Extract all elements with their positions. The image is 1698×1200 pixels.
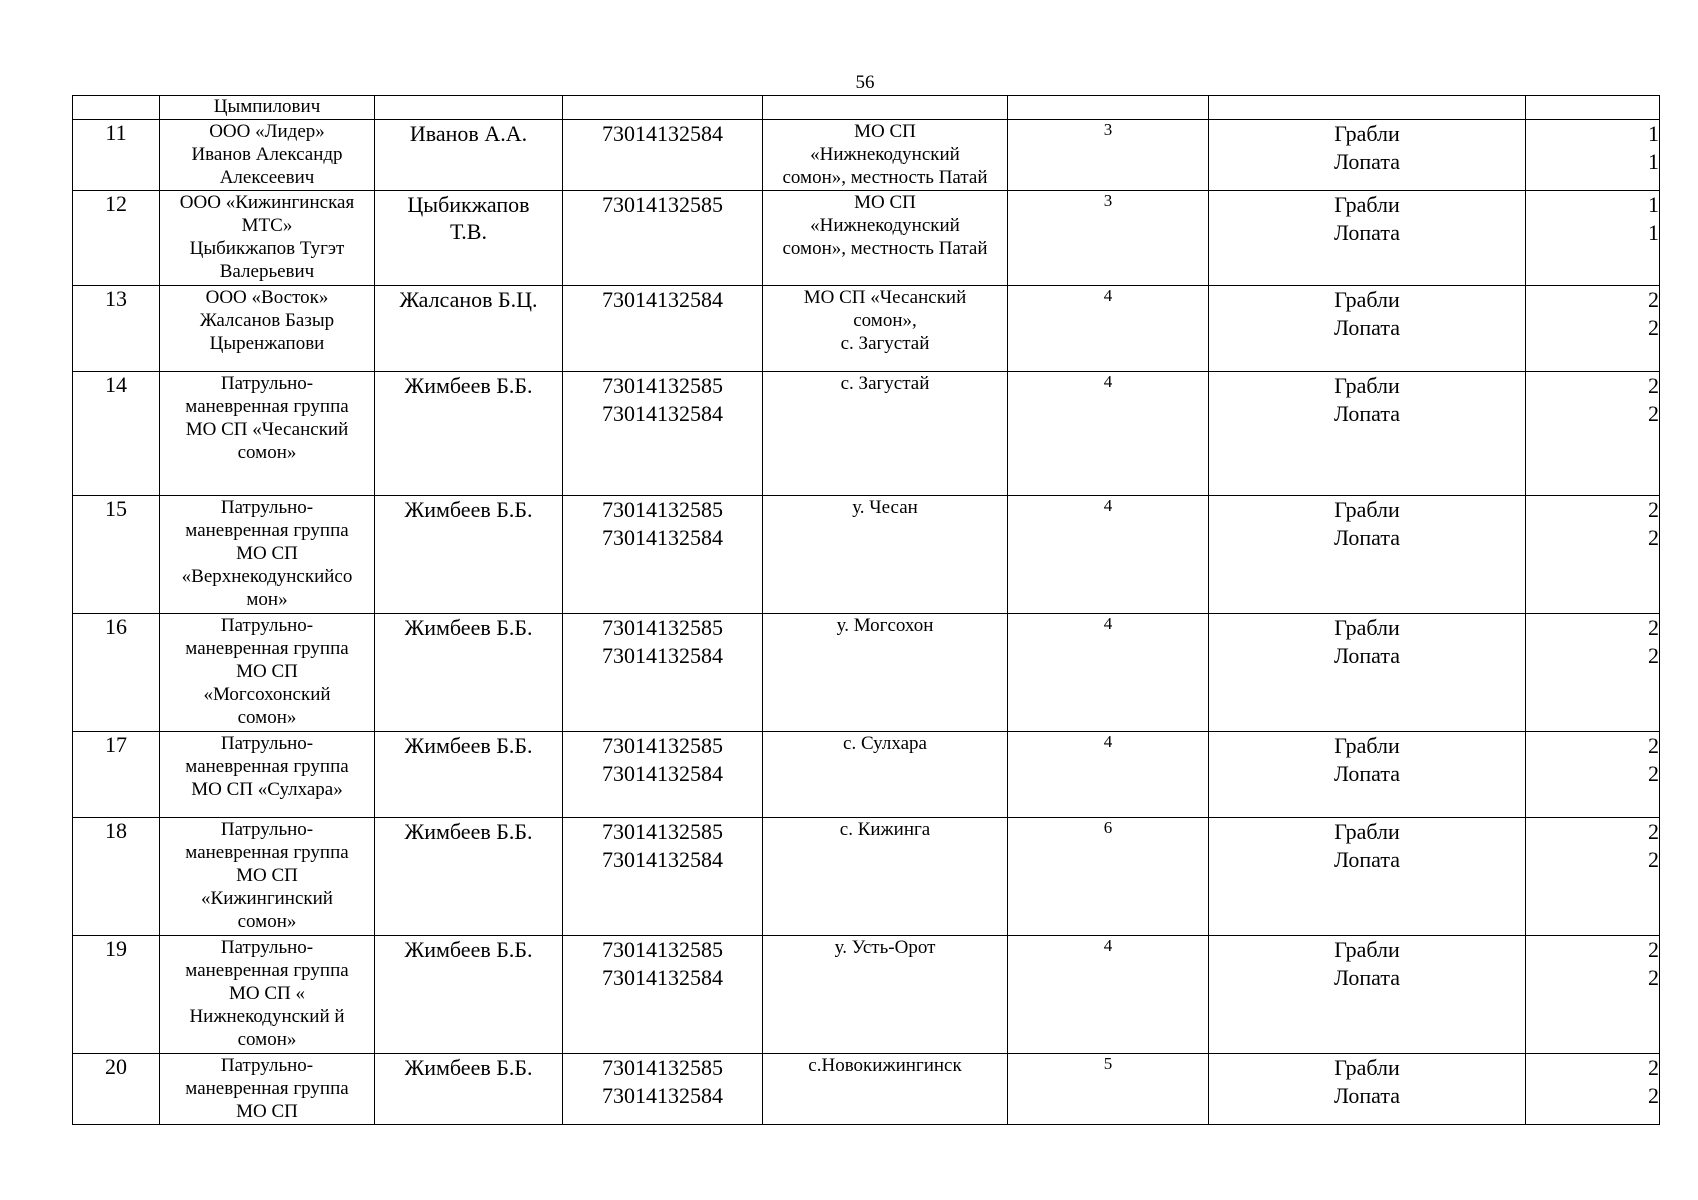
phone-cell xyxy=(563,120,763,191)
tool-name: Лопата xyxy=(1334,220,1400,245)
location-cell xyxy=(763,496,1008,614)
organization-line: Патрульно- xyxy=(220,1055,314,1076)
organization-cell xyxy=(160,286,375,372)
organization-line: «Кижингинский xyxy=(201,888,333,909)
organization-line: Алексеевич xyxy=(219,167,315,188)
organization-cell xyxy=(160,936,375,1054)
tool-quantity: 2 xyxy=(1648,615,1659,640)
phone-cell xyxy=(563,496,763,614)
location-line: у. Чесан xyxy=(852,497,918,518)
tool-name: Грабли xyxy=(1334,373,1400,398)
organization-line: Патрульно- xyxy=(220,733,314,754)
tool-quantity: 2 xyxy=(1648,937,1659,962)
continuation-row xyxy=(73,96,1660,120)
phone-cell xyxy=(563,936,763,1054)
phone-number: 73014132584 xyxy=(602,121,723,146)
organization-line: МО СП xyxy=(236,865,298,886)
quantity-cell xyxy=(1526,286,1660,372)
location-line: «Нижнекодунский xyxy=(810,215,960,236)
quantity-cell xyxy=(1526,936,1660,1054)
organization-line: МО СП « xyxy=(228,983,305,1004)
people-count-cell: 4 xyxy=(1008,286,1209,372)
location-cell xyxy=(763,120,1008,191)
row-number-cell: 16 xyxy=(73,614,160,732)
quantity-cell xyxy=(1526,732,1660,818)
location-line: сомон», xyxy=(853,310,917,331)
tool-name: Лопата xyxy=(1334,643,1400,668)
location-line: с. Сулхара xyxy=(843,733,927,754)
tool-name: Грабли xyxy=(1334,819,1400,844)
phone-number: 73014132585 xyxy=(602,615,723,640)
responsible-person-line: Иванов А.А. xyxy=(409,121,528,146)
tool-name: Лопата xyxy=(1334,149,1400,174)
organization-line: Иванов Александр xyxy=(191,144,343,165)
tools-cell xyxy=(1209,496,1526,614)
quantity-cell xyxy=(1526,1054,1660,1125)
organization-line: МО СП «Чесанский xyxy=(185,419,349,440)
table-row xyxy=(73,496,1660,614)
tool-quantity: 2 xyxy=(1648,287,1659,312)
table-row xyxy=(73,614,1660,732)
tools-cell xyxy=(1209,818,1526,936)
phone-number: 73014132585 xyxy=(602,373,723,398)
organization-line: Жалсанов Базыр xyxy=(199,310,335,331)
organization-line: маневренная группа xyxy=(185,396,349,417)
organization-line: «Могсохонский xyxy=(203,684,331,705)
phone-number: 73014132584 xyxy=(602,643,723,668)
organization-line: МО СП «Сулхара» xyxy=(191,779,343,800)
people-count-cell: 4 xyxy=(1008,372,1209,496)
location-line: «Нижнекодунский xyxy=(810,144,960,165)
tool-name: Лопата xyxy=(1334,401,1400,426)
tool-name: Лопата xyxy=(1334,525,1400,550)
organization-line: Патрульно- xyxy=(220,497,314,518)
phone-cell xyxy=(563,286,763,372)
tools-cell xyxy=(1209,372,1526,496)
row-number-cell: 17 xyxy=(73,732,160,818)
phone-cell xyxy=(563,191,763,286)
tool-quantity: 1 xyxy=(1648,192,1659,217)
organization-line: сомон» xyxy=(237,911,297,932)
quantity-cell xyxy=(1526,614,1660,732)
organization-cell xyxy=(160,496,375,614)
people-count-cell: 3 xyxy=(1008,120,1209,191)
organization-line: ООО «Кижингинская xyxy=(179,192,355,213)
quantity-cell xyxy=(1526,818,1660,936)
table-row xyxy=(73,818,1660,936)
phone-number: 73014132585 xyxy=(602,497,723,522)
responsible-person-cell xyxy=(375,614,563,732)
tool-quantity: 2 xyxy=(1648,643,1659,668)
tools-cell xyxy=(1209,120,1526,191)
location-cell xyxy=(763,936,1008,1054)
organization-line: МО СП xyxy=(236,661,298,682)
organization-line: мон» xyxy=(246,589,288,610)
tool-quantity: 2 xyxy=(1648,373,1659,398)
phone-number: 73014132585 xyxy=(602,733,723,758)
responsible-person-cell xyxy=(375,936,563,1054)
responsible-person-cell xyxy=(375,372,563,496)
location-line: МО СП «Чесанский xyxy=(803,287,967,308)
responsible-person-line: Жимбеев Б.Б. xyxy=(404,615,533,640)
equipment-table xyxy=(72,95,1660,1125)
tool-name: Грабли xyxy=(1334,937,1400,962)
quantity-cell xyxy=(1526,191,1660,286)
location-line: с. Загустай xyxy=(840,333,930,354)
org-line: Цымпилович xyxy=(213,96,321,117)
tool-quantity: 2 xyxy=(1648,525,1659,550)
tool-quantity: 2 xyxy=(1648,1055,1659,1080)
tools-cell xyxy=(1209,614,1526,732)
location-cell xyxy=(763,1054,1008,1125)
organization-line: Патрульно- xyxy=(220,937,314,958)
tool-quantity: 2 xyxy=(1648,761,1659,786)
phone-number: 73014132584 xyxy=(602,287,723,312)
people-count-cell: 4 xyxy=(1008,936,1209,1054)
responsible-person-cell xyxy=(375,818,563,936)
phone-number: 73014132585 xyxy=(602,819,723,844)
tool-quantity: 2 xyxy=(1648,733,1659,758)
phone-number: 73014132585 xyxy=(602,192,723,217)
organization-line: Цыренжапови xyxy=(209,333,325,354)
phone-number: 73014132584 xyxy=(602,401,723,426)
table-row xyxy=(73,936,1660,1054)
organization-line: «Верхнекодунскийсо xyxy=(181,566,353,587)
organization-line: сомон» xyxy=(237,442,297,463)
organization-line: МО СП xyxy=(236,1101,298,1122)
location-cell xyxy=(763,614,1008,732)
table-row xyxy=(73,732,1660,818)
organization-line: МТС» xyxy=(241,215,293,236)
organization-line: ООО «Лидер» xyxy=(209,121,325,142)
location-line: с. Кижинга xyxy=(839,819,931,840)
row-number-cell: 12 xyxy=(73,191,160,286)
org-cell xyxy=(160,96,375,120)
organization-line: Нижнекодунский й xyxy=(189,1006,345,1027)
quantity-cell xyxy=(1526,372,1660,496)
location-line: с.Новокижингинск xyxy=(808,1055,962,1076)
phone-number: 73014132584 xyxy=(602,761,723,786)
location-cell xyxy=(763,191,1008,286)
tool-name: Лопата xyxy=(1334,965,1400,990)
location-line: у. Усть-Орот xyxy=(834,937,936,958)
organization-line: ООО «Восток» xyxy=(205,287,329,308)
row-number-cell: 15 xyxy=(73,496,160,614)
organization-line: маневренная группа xyxy=(185,520,349,541)
phone-number: 73014132584 xyxy=(602,965,723,990)
organization-line: сомон» xyxy=(237,1029,297,1050)
people-count-cell: 4 xyxy=(1008,614,1209,732)
organization-line: Валерьевич xyxy=(219,261,315,282)
tool-name: Грабли xyxy=(1334,121,1400,146)
tools-cell xyxy=(1209,936,1526,1054)
responsible-person-line: Т.В. xyxy=(450,219,487,244)
organization-cell xyxy=(160,614,375,732)
page-number: 56 xyxy=(855,72,875,93)
people-count-cell: 3 xyxy=(1008,191,1209,286)
organization-line: Патрульно- xyxy=(220,819,314,840)
quantity-cell xyxy=(1526,496,1660,614)
organization-line: маневренная группа xyxy=(185,842,349,863)
tool-quantity: 2 xyxy=(1648,965,1659,990)
responsible-person-cell xyxy=(375,286,563,372)
row-number-cell: 13 xyxy=(73,286,160,372)
responsible-person-line: Жимбеев Б.Б. xyxy=(404,819,533,844)
tool-name: Грабли xyxy=(1334,192,1400,217)
organization-cell xyxy=(160,732,375,818)
phone-cell xyxy=(563,614,763,732)
location-line: МО СП xyxy=(854,192,916,213)
responsible-person-line: Цыбикжапов xyxy=(407,192,530,217)
organization-cell xyxy=(160,372,375,496)
quantity-cell xyxy=(1526,120,1660,191)
table-row xyxy=(73,120,1660,191)
tool-quantity: 1 xyxy=(1648,149,1659,174)
responsible-person-line: Жимбеев Б.Б. xyxy=(404,373,533,398)
row-number-cell: 19 xyxy=(73,936,160,1054)
tool-name: Грабли xyxy=(1334,497,1400,522)
people-count-cell: 5 xyxy=(1008,1054,1209,1125)
organization-line: маневренная группа xyxy=(185,638,349,659)
organization-cell xyxy=(160,191,375,286)
responsible-person-line: Жимбеев Б.Б. xyxy=(404,733,533,758)
tool-quantity: 2 xyxy=(1648,315,1659,340)
organization-cell xyxy=(160,120,375,191)
phone-number: 73014132584 xyxy=(602,525,723,550)
tool-name: Лопата xyxy=(1334,761,1400,786)
organization-line: маневренная группа xyxy=(185,1078,349,1099)
location-cell xyxy=(763,286,1008,372)
responsible-person-line: Жимбеев Б.Б. xyxy=(404,497,533,522)
tool-quantity: 2 xyxy=(1648,401,1659,426)
phone-cell xyxy=(563,372,763,496)
tool-name: Грабли xyxy=(1334,1055,1400,1080)
people-count-cell: 4 xyxy=(1008,732,1209,818)
tools-cell xyxy=(1209,286,1526,372)
responsible-person-line: Жимбеев Б.Б. xyxy=(404,1055,533,1080)
location-line: сомон», местность Патай xyxy=(782,238,988,259)
location-cell xyxy=(763,818,1008,936)
tool-name: Лопата xyxy=(1334,1083,1400,1108)
tool-name: Грабли xyxy=(1334,733,1400,758)
organization-cell xyxy=(160,818,375,936)
responsible-person-line: Жалсанов Б.Ц. xyxy=(399,287,538,312)
organization-line: маневренная группа xyxy=(185,960,349,981)
phone-cell xyxy=(563,1054,763,1125)
tool-name: Грабли xyxy=(1334,615,1400,640)
organization-line: МО СП xyxy=(236,543,298,564)
responsible-person-cell xyxy=(375,496,563,614)
location-line: у. Могсохон xyxy=(836,615,934,636)
organization-line: маневренная группа xyxy=(185,756,349,777)
table-row xyxy=(73,286,1660,372)
responsible-person-line: Жимбеев Б.Б. xyxy=(404,937,533,962)
phone-cell xyxy=(563,732,763,818)
table-row xyxy=(73,191,1660,286)
people-count-cell: 6 xyxy=(1008,818,1209,936)
organization-line: Цыбикжапов Тугэт xyxy=(189,238,345,259)
tool-quantity: 2 xyxy=(1648,497,1659,522)
responsible-person-cell xyxy=(375,732,563,818)
tools-cell xyxy=(1209,1054,1526,1125)
responsible-person-cell xyxy=(375,120,563,191)
organization-cell xyxy=(160,1054,375,1125)
row-number-cell: 11 xyxy=(73,120,160,191)
people-count-cell: 4 xyxy=(1008,496,1209,614)
tools-cell xyxy=(1209,191,1526,286)
row-number-cell: 14 xyxy=(73,372,160,496)
tool-quantity: 1 xyxy=(1648,121,1659,146)
table-row xyxy=(73,1054,1660,1125)
organization-line: Патрульно- xyxy=(220,615,314,636)
responsible-person-cell xyxy=(375,1054,563,1125)
row-number-cell: 20 xyxy=(73,1054,160,1125)
tool-name: Лопата xyxy=(1334,847,1400,872)
table-row xyxy=(73,372,1660,496)
tool-quantity: 2 xyxy=(1648,847,1659,872)
location-cell xyxy=(763,372,1008,496)
tool-name: Лопата xyxy=(1334,315,1400,340)
phone-number: 73014132585 xyxy=(602,1055,723,1080)
tool-quantity: 2 xyxy=(1648,1083,1659,1108)
phone-number: 73014132584 xyxy=(602,847,723,872)
location-line: МО СП xyxy=(854,121,916,142)
row-number-cell: 18 xyxy=(73,818,160,936)
responsible-person-cell xyxy=(375,191,563,286)
tool-quantity: 1 xyxy=(1648,220,1659,245)
organization-line: сомон» xyxy=(237,707,297,728)
organization-line: Патрульно- xyxy=(220,373,314,394)
phone-cell xyxy=(563,818,763,936)
location-line: сомон», местность Патай xyxy=(782,167,988,188)
phone-number: 73014132585 xyxy=(602,937,723,962)
location-line: с. Загустай xyxy=(840,373,930,394)
tool-quantity: 2 xyxy=(1648,819,1659,844)
location-cell xyxy=(763,732,1008,818)
tool-name: Грабли xyxy=(1334,287,1400,312)
tools-cell xyxy=(1209,732,1526,818)
phone-number: 73014132584 xyxy=(602,1083,723,1108)
